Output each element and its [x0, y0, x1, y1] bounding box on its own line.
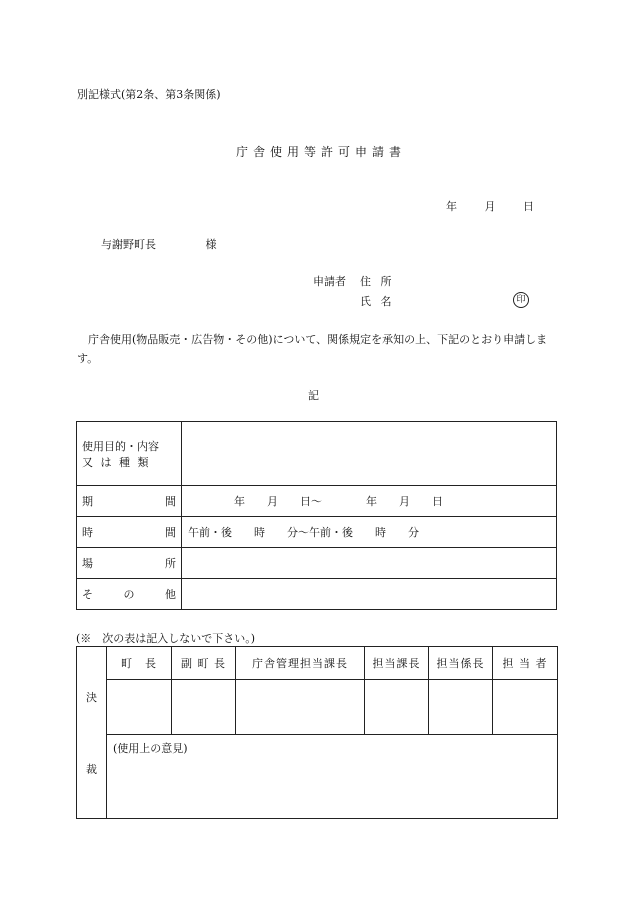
approver-head-4: 担当課長 — [365, 647, 429, 680]
purpose-label — [77, 422, 182, 486]
ki-heading: 記 — [308, 389, 319, 402]
approver-head-3: 庁舎管理担当課長 — [236, 647, 365, 680]
period-value: 年 月 日～ 年 月 日 — [234, 495, 443, 508]
stamp-cell-2[interactable] — [172, 680, 236, 735]
stamp-cell-1[interactable] — [107, 680, 172, 735]
document-title: 庁舎使用等許可申請書 — [236, 145, 407, 159]
opinion-field[interactable] — [107, 735, 558, 819]
addressee — [101, 236, 217, 252]
addressee-honorific: 様 — [205, 238, 217, 251]
approver-head-6: 担 当 者 — [493, 647, 558, 680]
stamp-cell-4[interactable] — [365, 680, 429, 735]
date-line — [446, 198, 534, 214]
approver-head-2: 副 町 長 — [172, 647, 236, 680]
decision-char-2: 裁 — [86, 762, 97, 776]
other-field[interactable] — [182, 579, 557, 610]
decision-char-1: 決 — [86, 690, 97, 704]
place-label — [77, 548, 182, 579]
time-label — [77, 517, 182, 548]
applicant-address-label: 住 所 — [360, 275, 395, 288]
period-label — [77, 486, 182, 517]
date-month: 月 — [484, 200, 496, 213]
other-label-c: 他 — [165, 588, 176, 601]
period-label-b: 間 — [165, 495, 176, 508]
office-use-note: (※ 次の表は記入しないで下さい。) — [76, 632, 256, 645]
decision-label — [77, 647, 107, 819]
other-label-b: の — [123, 588, 135, 601]
purpose-label-line2: 又 は 種 類 — [82, 455, 151, 469]
place-label-b: 所 — [165, 557, 176, 570]
stamp-cell-5[interactable] — [429, 680, 493, 735]
date-year: 年 — [446, 200, 457, 213]
date-day: 日 — [523, 200, 534, 213]
applicant-name-label: 氏 名 — [360, 295, 395, 308]
other-label — [77, 579, 182, 610]
stamp-cell-6[interactable] — [493, 680, 558, 735]
opinion-label: (使用上の意見) — [113, 742, 188, 755]
place-field[interactable] — [182, 548, 557, 579]
time-label-b: 間 — [165, 526, 176, 539]
approver-head-5: 担当係長 — [429, 647, 493, 680]
addressee-name: 与謝野町長 — [101, 238, 156, 251]
seal-mark: 印 — [513, 292, 529, 308]
approval-table — [76, 646, 558, 819]
applicant-label: 申請者 — [313, 275, 346, 288]
purpose-field[interactable] — [182, 422, 557, 486]
period-field[interactable] — [182, 486, 557, 517]
time-value: 午前・後 時 分～午前・後 時 分 — [188, 526, 419, 539]
purpose-label-line1: 使用目的・内容 — [82, 439, 159, 453]
place-label-a: 場 — [82, 557, 93, 570]
body-text: 庁舎使用(物品販売・広告物・その他)について、関係規定を承知の上、下記のとおり申請します。 — [77, 333, 548, 365]
form-reference: 別記様式(第2条、第3条関係) — [77, 88, 221, 101]
approver-head-1: 町 長 — [107, 647, 172, 680]
time-label-a: 時 — [82, 526, 93, 539]
other-label-a: そ — [82, 588, 93, 601]
period-label-a: 期 — [82, 495, 93, 508]
usage-details-table — [76, 421, 557, 610]
stamp-cell-3[interactable] — [236, 680, 365, 735]
time-field[interactable] — [182, 517, 557, 548]
